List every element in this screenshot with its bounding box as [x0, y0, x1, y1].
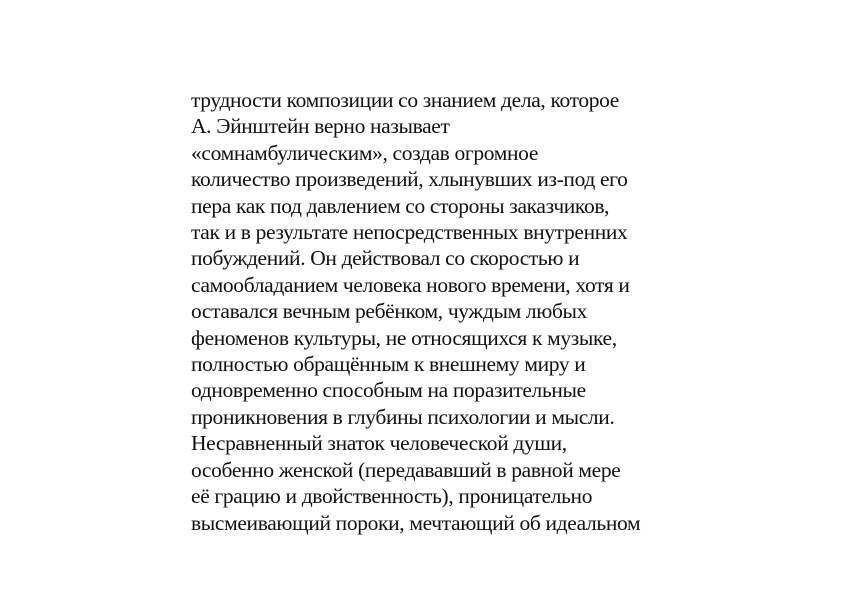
- text-line: её грацию и двойственность), проницательно: [191, 484, 593, 509]
- text-line: самообладанием человека нового времени, хотя и: [191, 272, 630, 297]
- text-line: трудности композиции со знанием дела, которое: [191, 88, 620, 112]
- body-text: [191, 87, 671, 536]
- text-line: побуждений. Он действовал со скоростью и: [191, 246, 580, 271]
- text-line: особенно женской (передававший в равной мере: [191, 457, 621, 482]
- text-line: феноменов культуры, не относящихся к музыке,: [191, 325, 617, 350]
- text-line: оставался вечным ребёнком, чуждым любых: [191, 299, 588, 324]
- text-line: Несравненный знаток человеческой души,: [191, 431, 567, 456]
- text-line: проникновения в глубины психологии и мысли.: [191, 404, 615, 429]
- text-line: количество произведений, хлынувших из-под его: [191, 167, 628, 192]
- text-line: «сомнамбулическим», создав огромное: [191, 140, 539, 165]
- text-line: пера как под давлением со стороны заказчиков,: [191, 193, 610, 218]
- text-line: полностью обращённым к внешнему миру и: [191, 352, 586, 377]
- text-line: одновременно способным на поразительные: [191, 378, 586, 403]
- text-line: высмеивающий пороки, мечтающий об идеальном: [191, 510, 641, 535]
- text-line: А. Эйнштейн верно называет: [191, 114, 450, 139]
- text-line: так и в результате непосредственных внутренних: [191, 220, 628, 245]
